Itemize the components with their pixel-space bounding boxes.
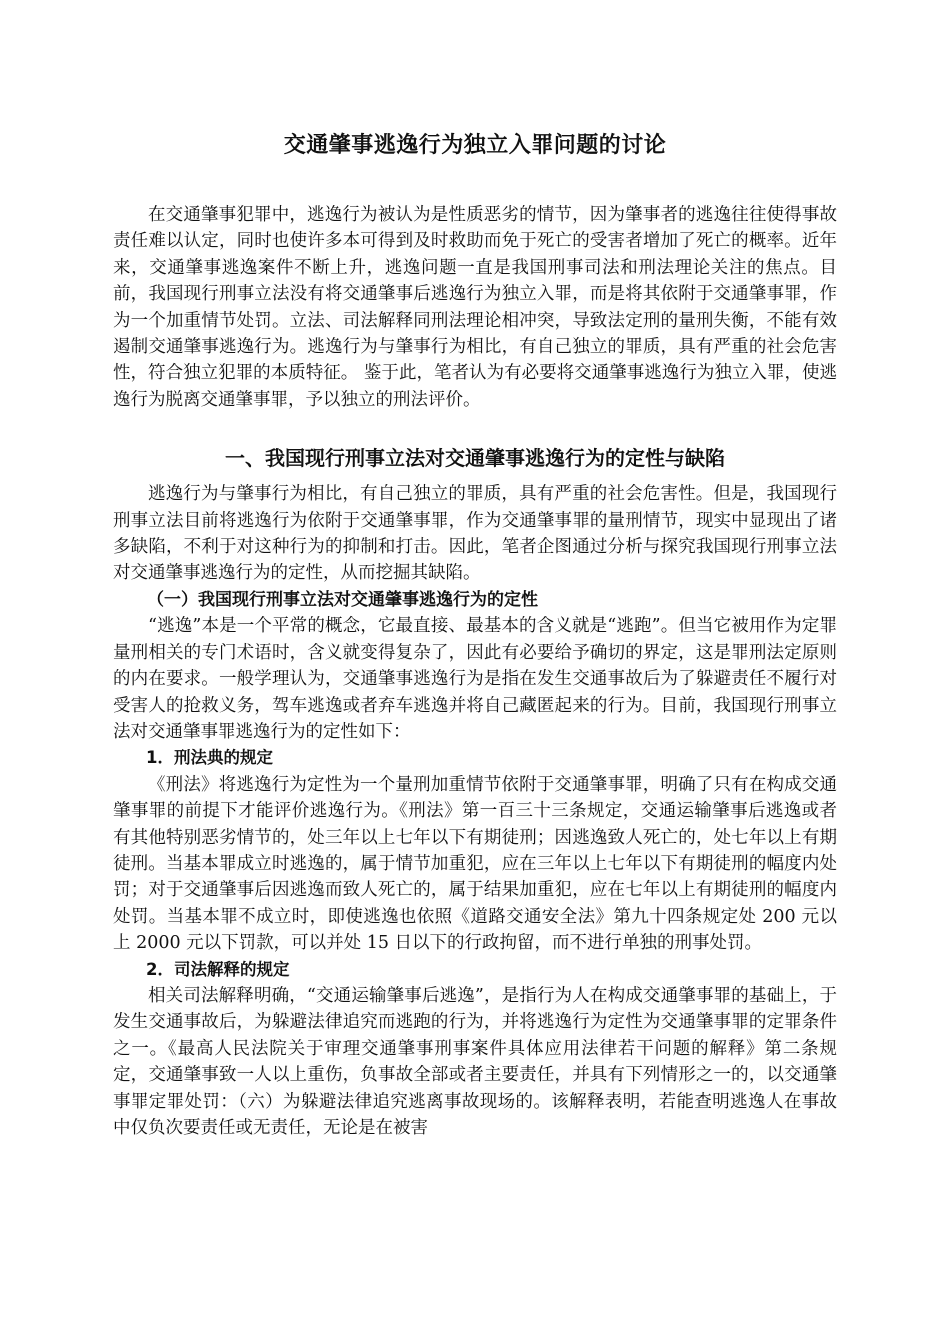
- item-1-paragraph: 《刑法》将逃逸行为定性为一个量刑加重情节依附于交通肇事罪，明确了只有在构成交通肇事罪的前提下才能评价逃逸行为。《刑法》第一百三十三条规定，交通运输肇事后逃逸或者有其他特别恶劣情节的，处三年以上七年以下有期徒刑；因逃逸致人死亡的，处七年以上有期徒刑。当基本罪成立时逃逸的，属于情节加重犯，应在三年以上七年以下有期徒刑的幅度内处罚；对于交通肇事后因逃逸而致人死亡的，属于结果加重犯，应在七年以上有期徒刑的幅度内处罚。当基本罪不成立时，即使逃逸也依照《道路交通安全法》第九十四条规定处 200 元以上 2000 元以下罚款，可以并处 15 日以下的行政拘留，而不进行单独的刑事处罚。: [113, 774, 837, 954]
- item-2-paragraph: 相关司法解释明确，“交通运输肇事后逃逸”，是指行为人在构成交通肇事罪的基础上，于发生交通事故后，为躲避法律追究而逃跑的行为，并将逃逸行为定性为交通肇事罪的定罪条件之一。《最高人民法院关于审理交通肇事刑事案件具体应用法律若干问题的解释》第二条规定，交通肇事致一人以上重伤，负事故全部或者主要责任，并具有下列情形之一的，以交通肇事罪定罪处罚：（六）为躲避法律追究逃离事故现场的。该解释表明，若能查明逃逸人在事故中仅负次要责任或无责任，无论是在被害: [113, 985, 837, 1138]
- item-1-heading: 1．刑法典的规定: [146, 748, 273, 768]
- subsection-1-heading: （一）我国现行刑事立法对交通肇事逃逸行为的定性: [147, 589, 538, 610]
- section-1-paragraph: 逃逸行为与肇事行为相比，有自己独立的罪质，具有严重的社会危害性。但是，我国现行刑事立法目前将逃逸行为依附于交通肇事罪，作为交通肇事罪的量刑情节，现实中显现出了诸多缺陷，不利于对这种行为的抑制和打击。因此，笔者企图通过分析与探究我国现行刑事立法对交通肇事逃逸行为的定性，从而挖掘其缺陷。: [113, 484, 837, 584]
- document-title: 交通肇事逃逸行为独立入罪问题的讨论: [283, 133, 667, 158]
- intro-paragraph: 在交通肇事犯罪中，逃逸行为被认为是性质恶劣的情节，因为肇事者的逃逸往往使得事故责任难以认定，同时也使许多本可得到及时救助而免于死亡的受害者增加了死亡的概率。近年来，交通肇事逃逸案件不断上升，逃逸问题一直是我国刑事司法和刑法理论关注的焦点。目前，我国现行刑事立法没有将交通肇事后逃逸行为独立入罪，而是将其依附于交通肇事罪，作为一个加重情节处罚。立法、司法解释同刑法理论相冲突，导致法定刑的量刑失衡，不能有效遏制交通肇事逃逸行为。逃逸行为与肇事行为相比，有自己独立的罪质，具有严重的社会危害性，符合独立犯罪的本质特征。 鉴于此，笔者认为有必要将交通肇事逃逸行为独立入罪，使逃逸行为脱离交通肇事罪，予以独立的刑法评价。: [113, 205, 837, 410]
- section-1-heading: 一、我国现行刑事立法对交通肇事逃逸行为的定性与缺陷: [225, 446, 725, 471]
- document-page: [113, 130, 837, 1141]
- subsection-1-paragraph: “逃逸”本是一个平常的概念，它最直接、最基本的含义就是“逃跑”。但当它被用作为定罪量刑相关的专门术语时，含义就变得复杂了，因此有必要给予确切的界定，这是罪刑法定原则的内在要求。一般学理认为，交通肇事逃逸行为是指在发生交通事故后为了躲避责任不履行对受害人的抢救义务，驾车逃逸或者弃车逃逸并将自己藏匿起来的行为。目前，我国现行刑事立法对交通肇事罪逃逸行为的定性如下：: [113, 616, 837, 742]
- item-2-heading: 2．司法解释的规定: [146, 959, 290, 979]
